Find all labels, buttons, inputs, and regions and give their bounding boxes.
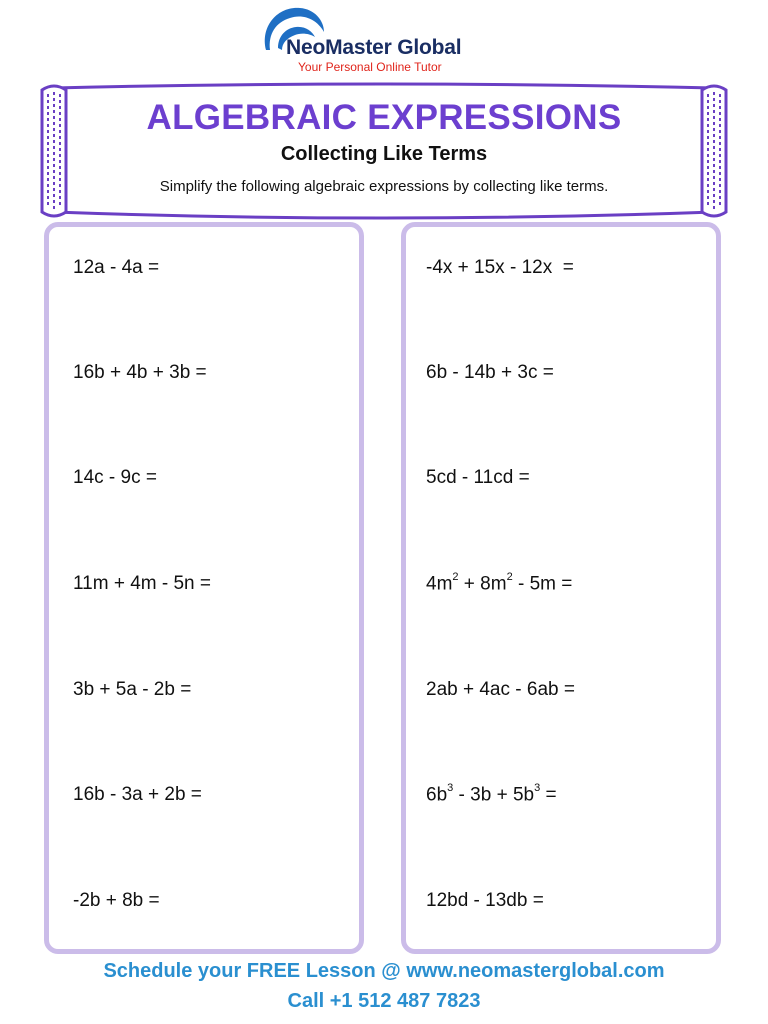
schedule-lesson-text: Schedule your FREE Lesson @ www.neomasterglobal.com (103, 960, 665, 982)
problem-item: 5cd - 11cd = (426, 467, 530, 488)
problem-item: 12a - 4a = (73, 257, 160, 278)
problem-item: 6b - 14b + 3c = (426, 362, 554, 383)
problem-item (426, 573, 572, 595)
exponent: 2 (506, 571, 513, 583)
logo-name: NeoMaster Global (286, 36, 462, 59)
title-banner (40, 80, 728, 230)
problem-item (426, 784, 557, 806)
problem-panel-left (44, 222, 364, 954)
logo-tagline: Your Personal Online Tutor (298, 60, 442, 74)
problem-item: 16b + 4b + 3b = (73, 362, 207, 383)
problem-term: - 3b + 5b (453, 784, 535, 806)
problem-item: 14c - 9c = (73, 467, 157, 488)
problem-item: 16b - 3a + 2b = (73, 784, 202, 805)
problem-item: 11m + 4m - 5n = (73, 573, 211, 594)
problem-item: 3b + 5a - 2b = (73, 679, 192, 700)
problem-term: 6b (426, 784, 448, 806)
problem-item: 12bd - 13db = (426, 890, 544, 911)
problem-panel-right (401, 222, 721, 954)
worksheet-instruction: Simplify the following algebraic expressions by collecting like terms. (159, 178, 609, 195)
exponent: 3 (534, 782, 541, 794)
problem-item: -4x + 15x - 12x = (426, 257, 574, 278)
problem-term: + 8m (458, 573, 507, 595)
exponent: 2 (452, 571, 459, 583)
problem-item: -2b + 8b = (73, 890, 160, 911)
exponent: 3 (447, 782, 454, 794)
problem-item: 2ab + 4ac - 6ab = (426, 679, 575, 700)
worksheet-subtitle: Collecting Like Terms (280, 143, 488, 165)
call-phone-text: Call +1 512 487 7823 (287, 990, 481, 1012)
logo (258, 4, 488, 74)
problem-term: 4m (426, 573, 453, 595)
problem-term: = (540, 784, 557, 806)
problem-term: - 5m = (512, 573, 573, 595)
worksheet-title: ALGEBRAIC EXPRESSIONS (146, 98, 622, 137)
